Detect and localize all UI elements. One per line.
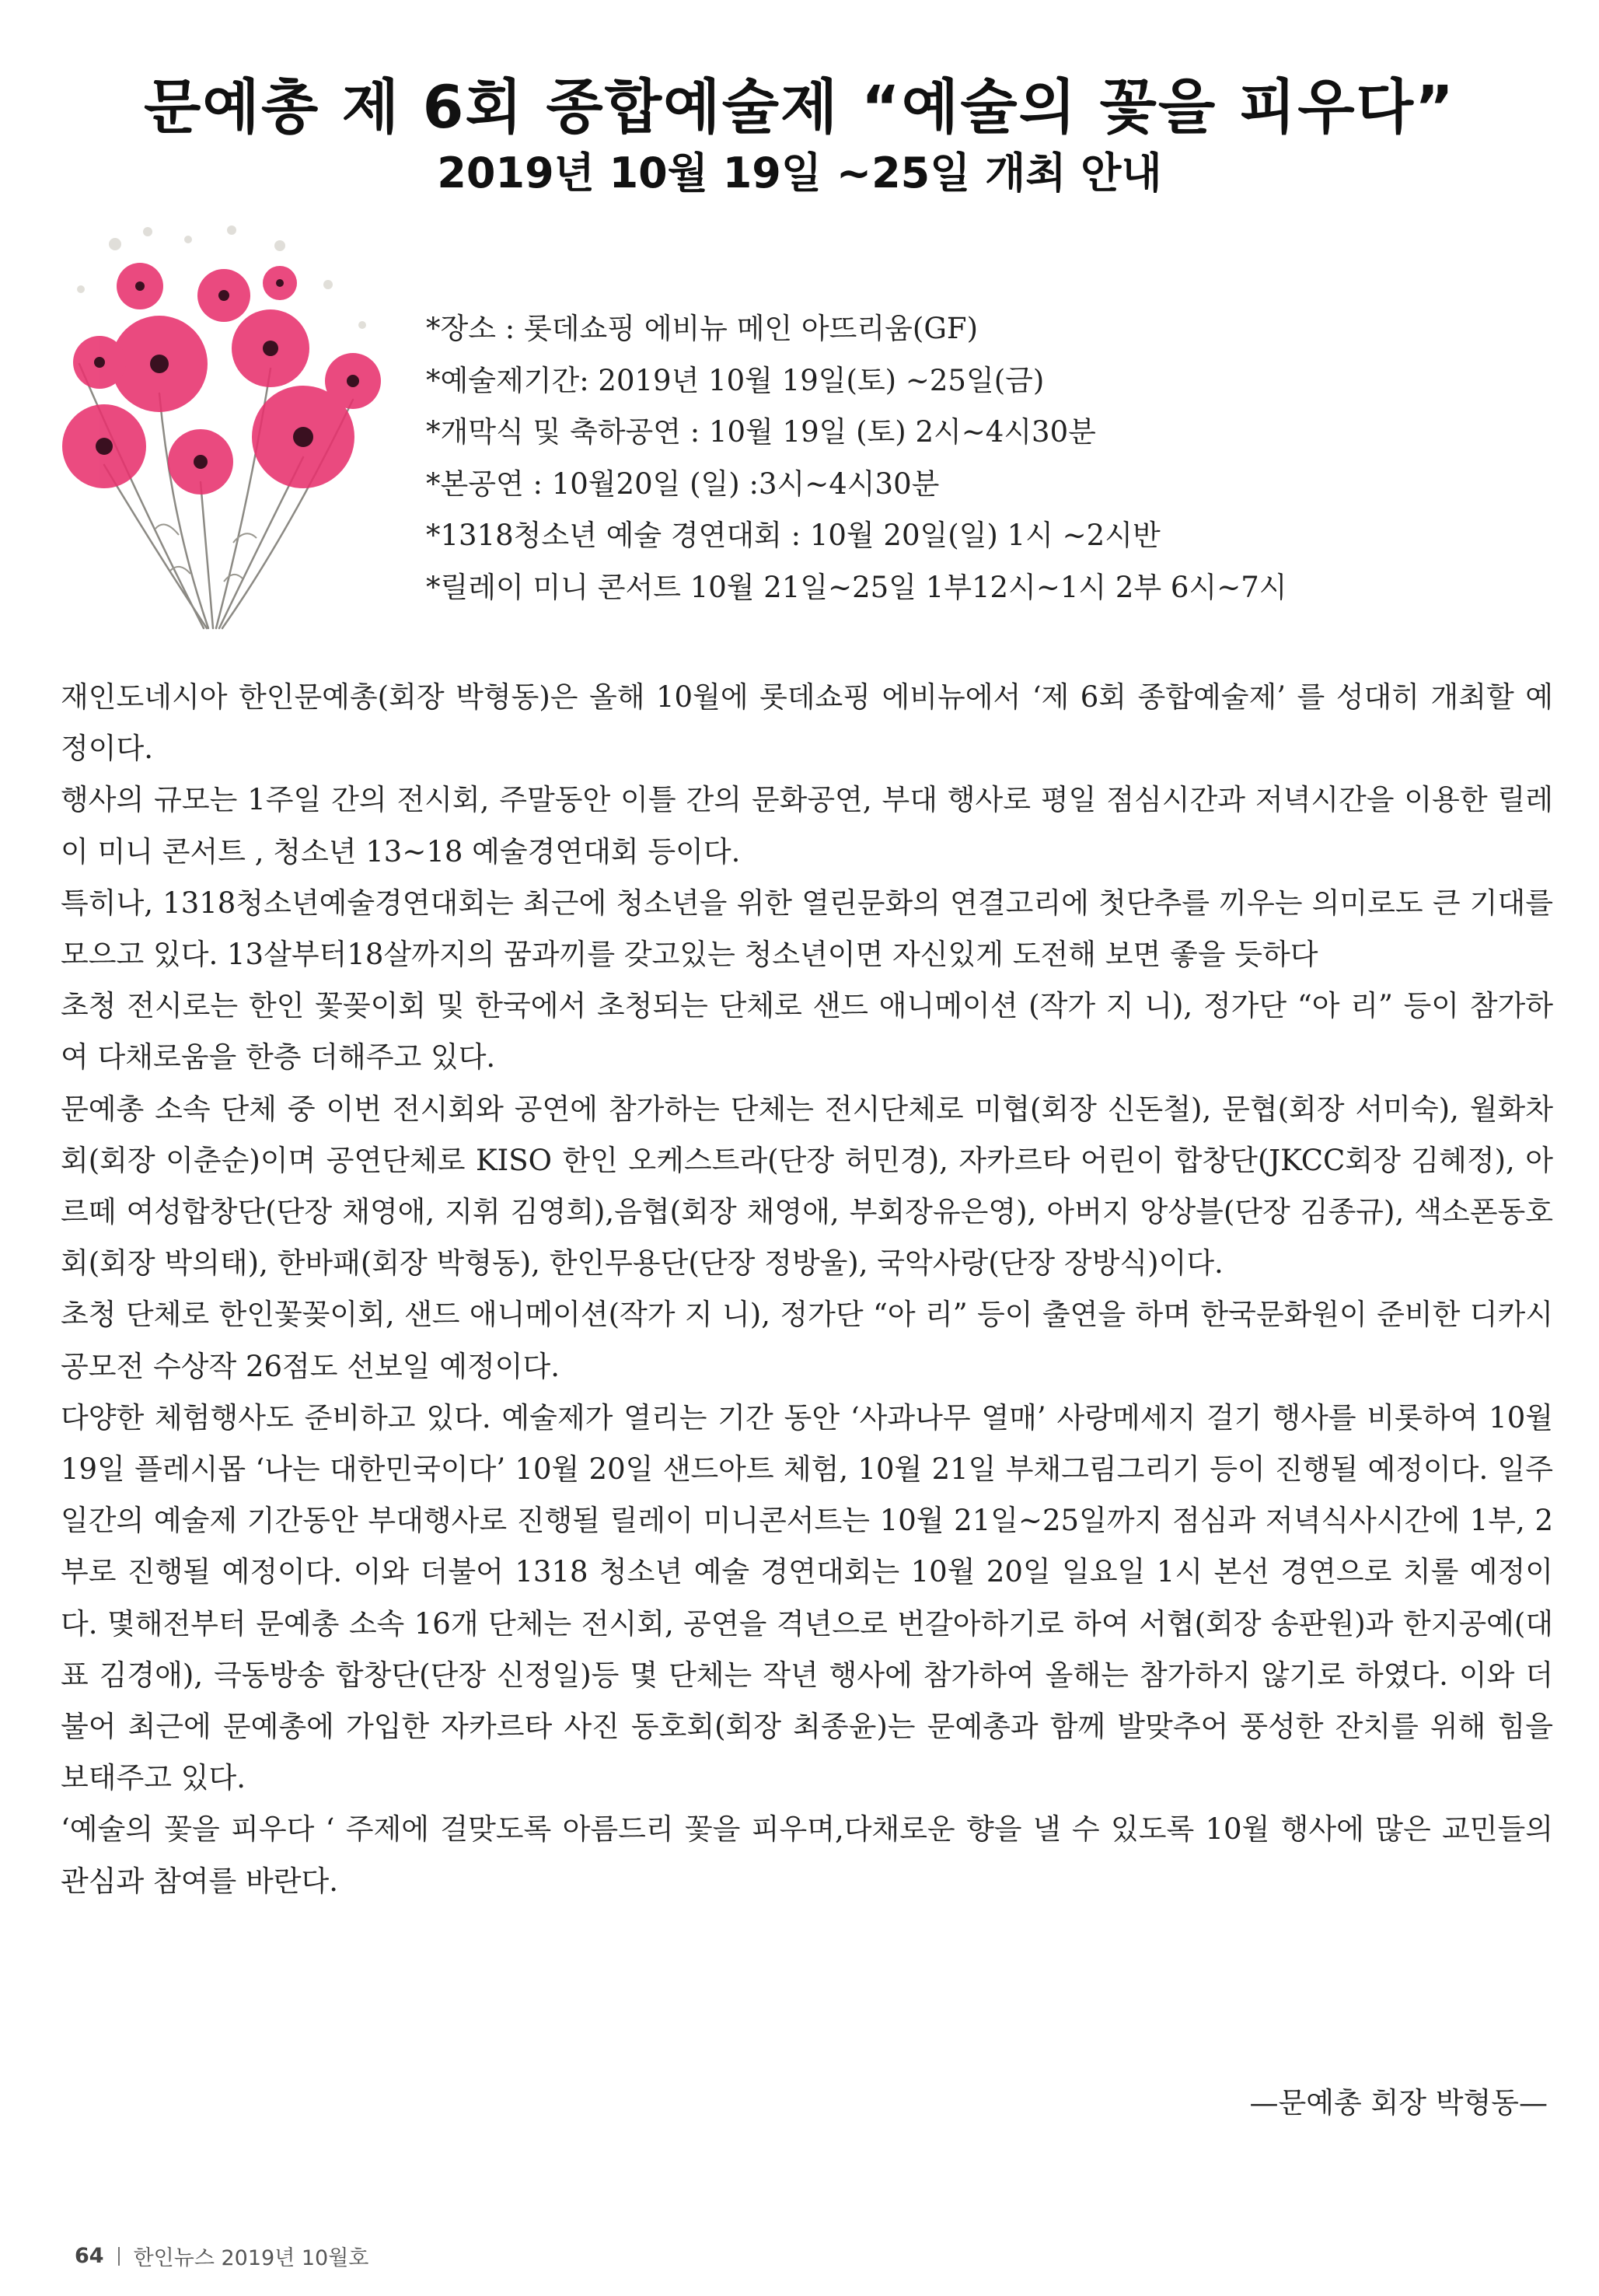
paragraph: 행사의 규모는 1주일 간의 전시회, 주말동안 이틀 간의 문화공연, 부대 행사로 평일 점심시간과 저녁시간을 이용한 릴레이 미니 콘서트 , 청소년 13~18 예술경연대회 등이다. — [61, 783, 1553, 868]
footer-divider — [118, 2247, 120, 2266]
info-festival-period: *예술제기간: 2019년 10월 19일(토) ~25일(금) — [426, 363, 1045, 397]
page-footer — [75, 2241, 368, 2271]
paragraph: 문예총 소속 단체 중 이번 전시회와 공연에 참가하는 단체는 전시단체로 미협(회장 신돈철), 문협(회장 서미숙), 월화차회(회장 이춘순)이며 공연단체로 KISO 한인 오케스트라(단장 허민경), 자카르타 어린이 합창단(JKCC회장 김혜정), 아르떼 여성합창단(단장 채영애, 지휘 김영희),음협(회장 채영애, 부회장유은영), 아버지 앙상블(단장 김종규), 색소폰동호회(회장 박의태), 한바패(회장 박형동), 한인무용단(단장 정방울), 국악사랑(단장 장방식)이다. — [61, 1092, 1553, 1281]
paragraph: 다양한 체험행사도 준비하고 있다. 예술제가 열리는 기간 동안 ‘사과나무 열매’ 사랑메세지 걸기 행사를 비롯하여 10월 19일 플레시몹 ‘나는 대한민국이다’ 10월 20일 샌드아트 체험, 10월 21일 부채그림그리기 등이 진행될 예정이다. 일주일간의 예술제 기간동안 부대행사로 진행될 릴레이 미니콘서트는 10월 21일~25일까지 점심과 저녁식사시간에 1부, 2부로 진행될 예정이다. 이와 더불어 1318 청소년 예술 경연대회는 10월 20일 일요일 1시 본선 경연으로 치룰 예정이다. 몇해전부터 문예총 소속 16개 단체는 전시회, 공연을 격년으로 번갈아하기로 하여 서협(회장 송판원)과 한지공예(대표 김경애), 극동방송 합창단(단장 신정일)등 몇 단체는 작년 행사에 참가하여 올해는 참가하지 않기로 하였다. 이와 더불어 최근에 문예총에 가입한 자카르타 사진 동호회(회장 최종윤)는 문예총과 함께 발맞추어 풍성한 잔치를 위해 힘을 보태주고 있다. — [61, 1400, 1553, 1795]
paragraph: ‘예술의 꽃을 피우다 ‘ 주제에 걸맞도록 아름드리 꽃을 피우며,다채로운 향을 낼 수 있도록 10월 행사에 많은 교민들의 관심과 참여를 바란다. — [61, 1812, 1553, 1898]
paragraph: 초청 단체로 한인꽃꽂이회, 샌드 애니메이션(작가 지 니), 정가단 “아 리” 등이 출연을 하며 한국문화원이 준비한 디카시 공모전 수상작 26점도 선보일 예정이다. — [61, 1298, 1553, 1383]
article-body — [61, 672, 1553, 1907]
event-info-list — [426, 303, 1576, 613]
info-venue: *장소 : 롯데쇼핑 에비뉴 메인 아뜨리움(GF) — [426, 312, 979, 345]
paragraph: 재인도네시아 한인문예총(회장 박형동)은 올해 10월에 롯데쇼핑 에비뉴에서 ‘제 6회 종합예술제’ 를 성대히 개최할 예정이다. — [61, 680, 1553, 766]
paragraph: 초청 전시로는 한인 꽃꽂이회 및 한국에서 초청되는 단체로 샌드 애니메이션 (작가 지 니), 정가단 “아 리” 등이 참가하여 다채로움을 한층 더해주고 있다. — [61, 989, 1553, 1075]
page-subtitle: 2019년 10월 19일 ~25일 개최 안내 — [437, 149, 1162, 197]
signature: —문예총 회장 박형동— — [1249, 2086, 1548, 2120]
info-opening-ceremony: *개막식 및 축하공연 : 10월 19일 (토) 2시~4시30분 — [426, 415, 1096, 449]
page-number: 64 — [75, 2244, 104, 2268]
page-title: 문예총 제 6회 종합예술제 “예술의 꽃을 피우다” — [143, 72, 1456, 142]
info-youth-contest: *1318청소년 예술 경연대회 : 10월 20일(일) 1시 ~2시반 — [426, 519, 1161, 552]
paragraph: 특히나, 1318청소년예술경연대회는 최근에 청소년을 위한 열린문화의 연결고리에 첫단추를 끼우는 의미로도 큰 기대를 모으고 있다. 13살부터18살까지의 꿈과끼를 갖고있는 청소년이면 자신있게 도전해 보면 좋을 듯하다 — [61, 886, 1553, 972]
info-relay-concert: *릴레이 미니 콘서트 10월 21일~25일 1부12시~1시 2부 6시~7시 — [426, 570, 1287, 604]
info-main-performance: *본공연 : 10월20일 (일) :3시~4시30분 — [426, 467, 940, 501]
publication-name: 한인뉴스 2019년 10월호 — [133, 2246, 369, 2270]
flower-illustration — [23, 208, 428, 644]
